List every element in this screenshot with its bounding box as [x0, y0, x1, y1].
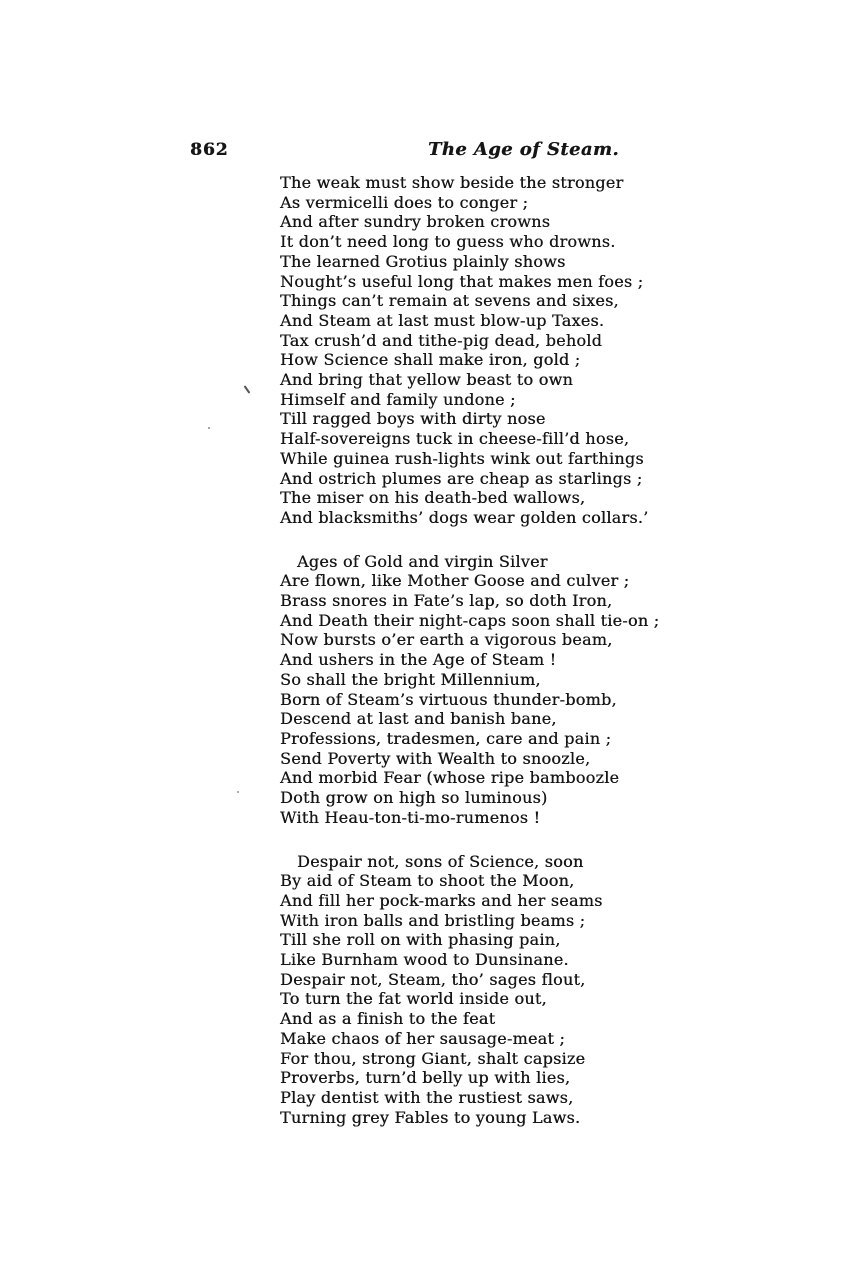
poem-line: Despair not, sons of Science, soon — [297, 851, 584, 871]
scan-speck — [237, 791, 239, 793]
poem-line: And Death their night-caps soon shall tie-on ; — [280, 610, 660, 630]
poem-line: While guinea rush-lights wink out farthings — [280, 448, 644, 468]
poem-line: So shall the bright Millennium, — [280, 669, 541, 689]
poem-line: Descend at last and banish bane, — [280, 709, 557, 729]
poem-line: Tax crush’d and tithe-pig dead, behold — [280, 330, 603, 350]
poem-line: Play dentist with the rustiest saws, — [280, 1087, 574, 1107]
poem-line: The weak must show beside the stronger — [280, 173, 624, 192]
poem-line: For thou, strong Giant, shalt capsize — [280, 1048, 586, 1068]
scan-speck — [208, 427, 210, 429]
poem-line: Like Burnham wood to Dunsinane. — [280, 950, 569, 970]
poem-line: How Science shall make iron, gold ; — [280, 350, 581, 370]
poem-line: Professions, tradesmen, care and pain ; — [280, 728, 612, 748]
stanza — [280, 552, 720, 828]
poem-line: Make chaos of her sausage-meat ; — [280, 1028, 566, 1048]
poem-line: And ostrich plumes are cheap as starlings ; — [280, 468, 643, 488]
page-header — [0, 139, 858, 165]
poem-line: Nought’s useful long that makes men foes ; — [280, 271, 644, 291]
poem-line: Turning grey Fables to young Laws. — [280, 1107, 581, 1127]
poem-line: With iron balls and bristling beams ; — [280, 910, 586, 930]
poem-line: And bring that yellow beast to own — [280, 370, 574, 390]
scan-artifact — [244, 385, 251, 394]
poem-line: The learned Grotius plainly shows — [280, 251, 566, 271]
poem-line: Despair not, Steam, tho’ sages flout, — [280, 969, 586, 989]
poem-line: Things can’t remain at sevens and sixes, — [280, 291, 619, 311]
poem-line: Till she roll on with phasing pain, — [280, 930, 561, 950]
poem-line: Ages of Gold and virgin Silver — [297, 551, 548, 571]
stanza — [280, 852, 720, 1128]
poem-line: Proverbs, turn’d belly up with lies, — [280, 1068, 571, 1088]
poem-line: As vermicelli does to conger ; — [280, 192, 529, 212]
poem-line: And morbid Fear (whose ripe bamboozle — [280, 768, 620, 788]
poem-line: Till ragged boys with dirty nose — [280, 409, 546, 429]
poem-line: With Heau-ton-ti-mo-rumenos ! — [280, 807, 541, 827]
poem-line: The miser on his death-bed wallows, — [280, 488, 586, 508]
poem-line: And after sundry broken crowns — [280, 212, 551, 232]
poem-line: To turn the fat world inside out, — [280, 989, 547, 1009]
poem-line: Half-sovereigns tuck in cheese-fill’d hose, — [280, 429, 630, 449]
poem-line: Born of Steam’s virtuous thunder-bomb, — [280, 689, 617, 709]
poem-line: Doth grow on high so luminous) — [280, 788, 548, 808]
poem-line: Now bursts o’er earth a vigorous beam, — [280, 630, 613, 650]
poem-line: And Steam at last must blow-up Taxes. — [280, 310, 605, 330]
stanza — [280, 173, 720, 528]
poem — [280, 173, 720, 1127]
poem-line: Brass snores in Fate’s lap, so doth Iron, — [280, 591, 613, 611]
poem-line: And ushers in the Age of Steam ! — [280, 650, 557, 670]
running-title: The Age of Steam. — [428, 139, 620, 160]
poem-line: By aid of Steam to shoot the Moon, — [280, 871, 575, 891]
poem-line: Send Poverty with Wealth to snoozle, — [280, 748, 591, 768]
poem-line: It don’t need long to guess who drowns. — [280, 232, 616, 252]
poem-line: Are flown, like Mother Goose and culver ; — [280, 571, 630, 591]
poem-line: Himself and family undone ; — [280, 389, 516, 409]
poem-line: And as a finish to the feat — [280, 1009, 496, 1029]
poem-line: And fill her pock-marks and her seams — [280, 890, 603, 910]
page-number: 862 — [190, 140, 229, 160]
poem-line: And blacksmiths’ dogs wear golden collars.’ — [280, 507, 649, 527]
